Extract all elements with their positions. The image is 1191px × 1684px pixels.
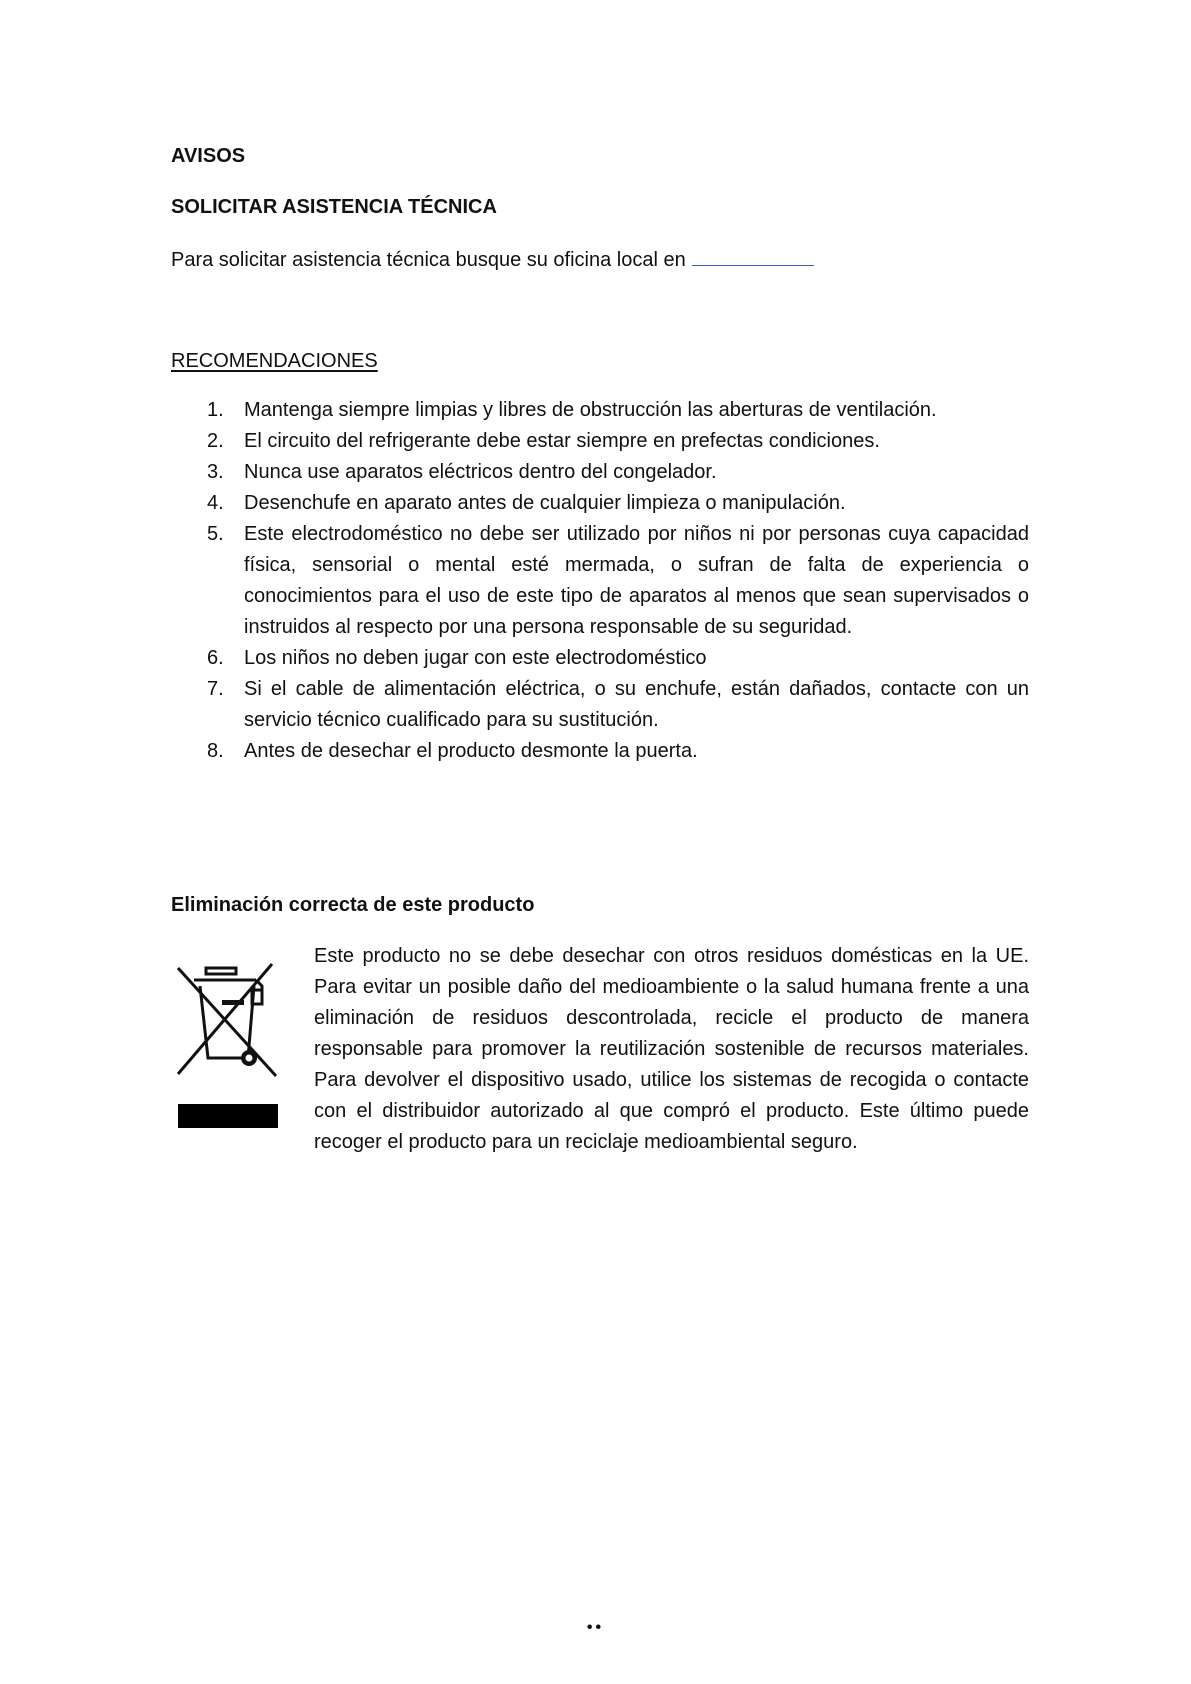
crossed-out-wheelie-bin-icon: [176, 960, 278, 1130]
list-item-number: 3.: [207, 461, 224, 483]
list-item-text: Desenchufe en aparato antes de cualquier limpieza o manipulación.: [244, 492, 846, 514]
heading-recomendaciones: RECOMENDACIONES: [171, 350, 378, 372]
list-item-number: 4.: [207, 492, 224, 514]
heading-avisos: AVISOS: [171, 145, 246, 167]
list-item-text: Antes de desechar el producto desmonte la puerta.: [244, 740, 698, 762]
list-item-text: El circuito del refrigerante debe estar siempre en prefectas condiciones.: [244, 430, 880, 452]
list-item: [171, 457, 1029, 488]
list-item: [171, 643, 1029, 674]
asistencia-paragraph: [171, 243, 814, 276]
eliminacion-paragraph: Este producto no se debe desechar con otros residuos domésticas en la UE. Para evitar un posible daño del medioambiente o la salud humana frente a una eliminación de residuos descontrolada, recicle el producto de manera responsable para promover la reutilización sostenible de recursos materiales. Para devolver el dispositivo usado, utilice los sistemas de recogida o contacte con el distribuidor autorizado al que compró el producto. Este último puede recoger el producto para un reciclaje medioambiental seguro.: [314, 945, 1029, 1153]
page-marker: ••: [586, 1619, 605, 1636]
recommendations-list: [171, 395, 1029, 767]
list-item-number: 8.: [207, 740, 224, 762]
list-item-text: Este electrodoméstico no debe ser utilizado por niños ni por personas cuya capacidad física, sensorial o mental esté mermada, o sufran de falta de experiencia o conocimientos para el uso de este tipo de aparatos al menos que sean supervisados o instruidos al respecto por una persona responsable de su seguridad.: [244, 523, 1029, 638]
asistencia-text: Para solicitar asistencia técnica busque su oficina local en: [171, 249, 686, 271]
list-item: [171, 395, 1029, 426]
list-item-number: 2.: [207, 430, 224, 452]
list-item: [171, 736, 1029, 767]
office-link-blank[interactable]: [692, 243, 814, 266]
heading-eliminacion: Eliminación correcta de este producto: [171, 894, 535, 916]
list-item: [171, 519, 1029, 643]
heading-solicitar-asistencia: SOLICITAR ASISTENCIA TÉCNICA: [171, 196, 497, 218]
list-item: [171, 674, 1029, 736]
list-item-text: Si el cable de alimentación eléctrica, o su enchufe, están dañados, contacte con un servicio técnico cualificado para su sustitución.: [244, 678, 1029, 731]
list-item: [171, 488, 1029, 519]
list-item-text: Los niños no deben jugar con este electrodoméstico: [244, 647, 707, 669]
list-item-number: 6.: [207, 647, 224, 669]
list-item: [171, 426, 1029, 457]
list-item-number: 7.: [207, 678, 224, 700]
list-item-text: Mantenga siempre limpias y libres de obstrucción las aberturas de ventilación.: [244, 399, 937, 421]
list-item-number: 1.: [207, 399, 224, 421]
list-item-text: Nunca use aparatos eléctricos dentro del congelador.: [244, 461, 717, 483]
list-item-number: 5.: [207, 523, 224, 545]
